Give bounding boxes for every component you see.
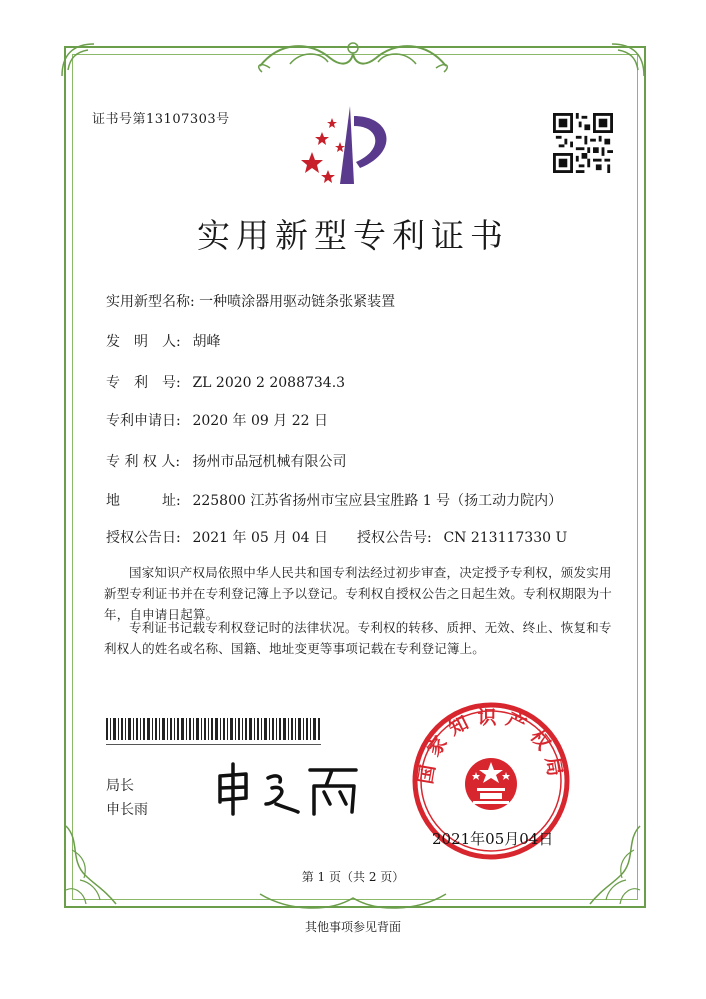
footer-note: 其他事项参见背面 [304, 920, 401, 934]
field-inventor [106, 331, 220, 351]
grant-number-label: 授权公告号: [357, 530, 432, 546]
certificate-number: 证书号第13107303号 [92, 112, 230, 127]
grant-date-label: 授权公告日: [106, 530, 181, 546]
field-patentee [106, 451, 346, 471]
qr-code [553, 113, 613, 173]
grant-date-value: 2021 年 05 月 04 日 [192, 530, 328, 546]
bottom-center-ornament [250, 884, 456, 914]
top-ornament [250, 36, 456, 76]
director-signature [206, 758, 366, 818]
field-application-date [106, 410, 328, 430]
grant-date-row [106, 527, 328, 547]
field-value: 一种喷涂器用驱动链条张紧装置 [199, 294, 396, 310]
seal-date: 2021年05月04日 [432, 830, 554, 848]
director-title: 局长 [106, 778, 134, 794]
field-value: 2020 年 09 月 22 日 [192, 413, 328, 429]
svg-text:国家知识产权局: 国家知识产权局 [414, 706, 568, 786]
field-value: ZL 2020 2 2088734.3 [192, 375, 346, 391]
bottom-left-corner-ornament [60, 820, 120, 910]
bottom-right-corner-ornament [586, 820, 646, 910]
top-right-corner-ornament [608, 40, 648, 80]
barcode [106, 718, 321, 740]
field-label: 专 利 权 人: [106, 454, 181, 470]
field-value: 胡峰 [192, 334, 221, 350]
field-label: 专 利 号: [106, 375, 181, 391]
ip-office-logo [292, 102, 407, 192]
statement-paragraph-1: 国家知识产权局依照中华人民共和国专利法经过初步审查，决定授予专利权，颁发实用新型专利证书并在专利登记簿上予以登记。专利权自授权公告之日起生效。专利权期限为十年，自申请日起算。 [104, 565, 613, 622]
barcode-divider [106, 744, 321, 745]
field-label: 专利申请日: [106, 413, 181, 429]
top-left-corner-ornament [58, 40, 98, 80]
statement-paragraph-2: 专利证书记载专利权登记时的法律状况。专利权的转移、质押、无效、终止、恢复和专利权人的姓名或名称、国籍、地址变更等事项记载在专利登记簿上。 [104, 620, 612, 656]
page-indicator: 第 1 页（共 2 页） [301, 870, 405, 884]
grant-number-value: CN 213117330 U [443, 530, 568, 546]
grant-number-row [357, 527, 567, 547]
field-label: 地 址: [106, 493, 181, 509]
field-label: 发 明 人: [106, 334, 181, 350]
field-utility-model-name [106, 291, 395, 311]
director-name: 申长雨 [106, 802, 148, 818]
certificate-title: 实用新型专利证书 [197, 216, 509, 255]
field-value: 225800 江苏省扬州市宝应县宝胜路 1 号（扬工动力院内） [192, 493, 563, 509]
field-label: 实用新型名称: [106, 294, 195, 310]
field-address [106, 490, 562, 510]
field-value: 扬州市品冠机械有限公司 [192, 454, 347, 470]
field-patent-number [106, 372, 345, 392]
